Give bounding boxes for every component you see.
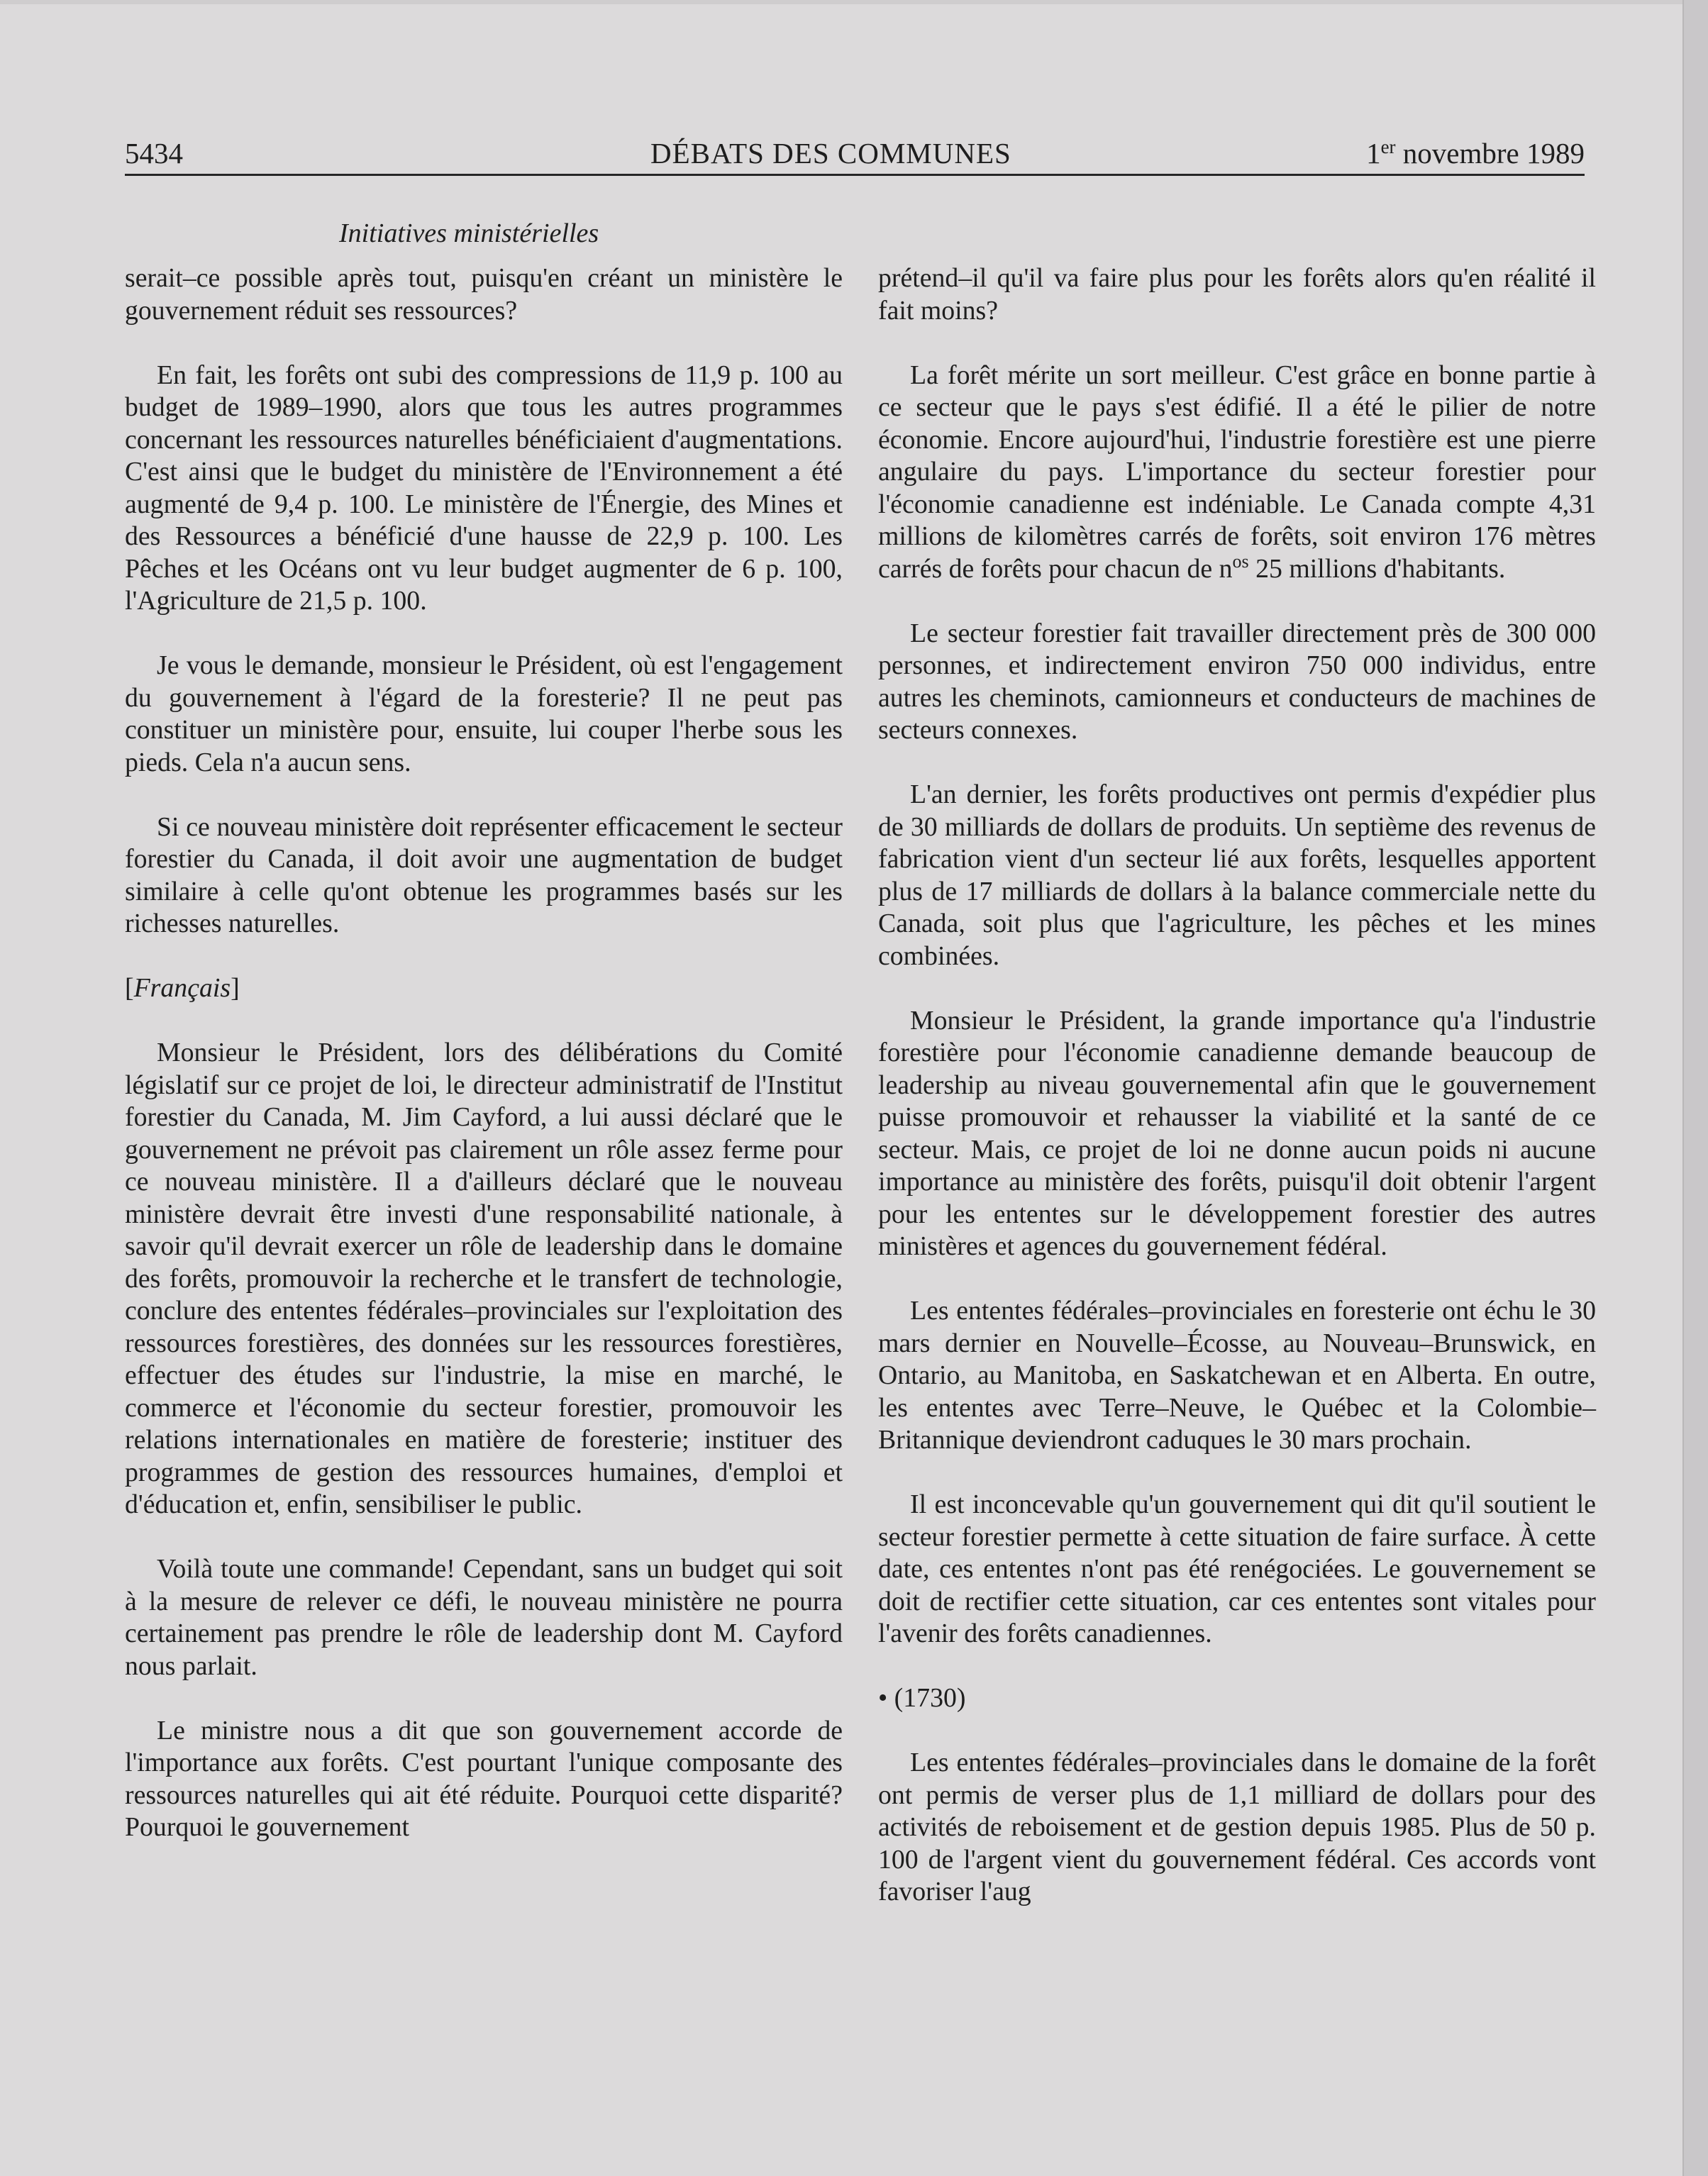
section-title: Initiatives ministérielles xyxy=(339,218,599,248)
paragraph: serait–ce possible après tout, puisqu'en créant un ministère le gouvernement réduit ses ressources? xyxy=(125,263,843,326)
paragraph: Il est inconcevable qu'un gouvernement qui dit qu'il soutient le secteur forestier permette à cette situation de faire surface. À cette date, ces ententes n'ont pas été renégociées. Le gouvernement se doit de rectifier cette situation, car ces ententes sont vitales pour l'avenir des forêts canadiennes. xyxy=(878,1489,1596,1648)
date-rest: novembre 1989 xyxy=(1395,137,1585,170)
paragraph xyxy=(878,360,1596,586)
date-suffix: er xyxy=(1380,136,1396,157)
right-column xyxy=(878,262,1596,1909)
paragraph: Monsieur le Président, la grande importance qu'a l'industrie forestière pour l'économie canadienne demande beaucoup de leadership au niveau gouvernemental afin que le gouvernement puisse promouvoir et rehausser la viabilité et la santé de ce secteur. Mais, ce projet de loi ne donne aucun poids ni aucune importance au ministère des forêts, puisqu'il doit obtenir l'argent pour les ententes sur le développement forestier des autres ministères et agences du gouvernement fédéral. xyxy=(878,1005,1596,1261)
paragraph: L'an dernier, les forêts productives ont permis d'expédier plus de 30 milliards de dollars de produits. Un septième des revenus de fabrication vient d'un secteur lié aux forêts, lesquelles apportent plus de 17 milliards de dollars à la balance commerciale nette du Canada, soit plus que l'agriculture, les pêches et les mines combinées. xyxy=(878,779,1596,971)
language-label-text: Français xyxy=(133,973,231,1003)
paragraph: Je vous le demande, monsieur le Président, où est l'engagement du gouvernement à l'égard de la foresterie? Il ne peut pas constituer un ministère pour, ensuite, lui couper l'herbe sous les pieds. Cela n'a aucun sens. xyxy=(125,650,843,777)
date-day: 1 xyxy=(1366,137,1381,170)
journal-title: DÉBATS DES COMMUNES xyxy=(650,137,1011,170)
paragraph: En fait, les forêts ont subi des compressions de 11,9 p. 100 au budget de 1989–1990, alors que tous les autres programmes concernant les ressources naturelles bénéficiaient d'augmentations. C'est ainsi que le budget du ministère de l'Environnement a été augmenté de 9,4 p. 100. Le ministère de l'Énergie, des Mines et des Ressources a bénéficié d'une hausse de 22,9 p. 100. Les Pêches et les Océans ont vu leur budget augmenter de 6 p. 100, l'Agriculture de 21,5 p. 100. xyxy=(125,360,843,616)
paragraph-text: 25 millions d'habitants. xyxy=(1248,553,1506,584)
page-right-edge xyxy=(1682,0,1708,2176)
paragraph: Les ententes fédérales–provinciales en foresterie ont échu le 30 mars dernier en Nouvelle–Écosse, au Nouveau–Brunswick, en Ontario, au Manitoba, en Saskatchewan et en Alberta. En outre, les ententes avec Terre–Neuve, le Québec et la Colombie–Britannique deviendront caduques le 30 mars prochain. xyxy=(878,1296,1596,1455)
page-top-shadow xyxy=(0,0,1684,4)
page-number: 5434 xyxy=(125,137,183,170)
paragraph: Voilà toute une commande! Cependant, sans un budget qui soit à la mesure de relever ce défi, le nouveau ministère ne pourra certainement pas prendre le rôle de leadership dont M. Cayford nous parlait. xyxy=(125,1554,843,1681)
paragraph: Monsieur le Président, lors des délibérations du Comité législatif sur ce projet de loi, le directeur administratif de l'Institut forestier du Canada, M. Jim Cayford, a lui aussi déclaré que le gouvernement ne prévoit pas clairement un rôle assez ferme pour ce nouveau ministère. Il a d'ailleurs déclaré que le nouveau ministère devrait être investi d'une responsabilité nationale, à savoir qu'il devrait exercer un rôle de leadership dans le domaine des forêts, promouvoir la recherche et le transfert de technologie, conclure des ententes fédérales–provinciales sur l'exploitation des ressources forestières, des données sur les ressources forestières, effectuer des études sur l'industrie, la mise en marché, le commerce et l'économie du secteur forestier, promouvoir les relations internationales en matière de foresterie; instituer des programmes de gestion des ressources humaines, d'emploi et d'éducation et, enfin, sensibiliser le public. xyxy=(125,1038,843,1519)
paragraph: prétend–il qu'il va faire plus pour les forêts alors qu'en réalité il fait moins? xyxy=(878,263,1596,326)
paragraph-text: La forêt mérite un sort meilleur. C'est grâce en bonne partie à ce secteur que le pays s'est édifié. Il a été le pilier de notre économie. Encore aujourd'hui, l'industrie forestière est une pierre angulaire du pays. L'importance du secteur forestier pour l'économie canadienne est indéniable. Le Canada compte 4,31 millions de kilomètres carrés de forêts, soit environ 176 mètres carrés de forêts pour chacun de n xyxy=(878,360,1596,584)
superscript: os xyxy=(1232,550,1249,572)
time-marker: • (1730) xyxy=(878,1683,966,1713)
header-rule xyxy=(125,174,1585,176)
paragraph: Les ententes fédérales–provinciales dans le domaine de la forêt ont permis de verser plus de 1,1 milliard de dollars pour des activités de reboisement et de gestion depuis 1985. Plus de 50 p. 100 de l'argent vient du gouvernement fédéral. Ces accords vont favoriser l'aug xyxy=(878,1748,1596,1906)
paragraph: Le ministre nous a dit que son gouvernement accorde de l'importance aux forêts. C'est pourtant l'unique composante des ressources naturelles qui ait été réduite. Pourquoi cette disparité? Pourquoi le gouvernement xyxy=(125,1715,843,1842)
issue-date xyxy=(1366,135,1585,171)
language-label xyxy=(125,972,843,1005)
bracket-close: ] xyxy=(231,973,240,1003)
paragraph: Le secteur forestier fait travailler directement près de 300 000 personnes, et indirectement environ 750 000 individus, entre autres les cheminots, camionneurs et conducteurs de machines de secteurs connexes. xyxy=(878,618,1596,745)
left-column xyxy=(125,262,843,1844)
paragraph: Si ce nouveau ministère doit représenter efficacement le secteur forestier du Canada, il doit avoir une augmentation de budget similaire à celle qu'ont obtenue les programmes basés sur les richesses naturelles. xyxy=(125,811,843,938)
bracket-open: [ xyxy=(125,973,134,1003)
